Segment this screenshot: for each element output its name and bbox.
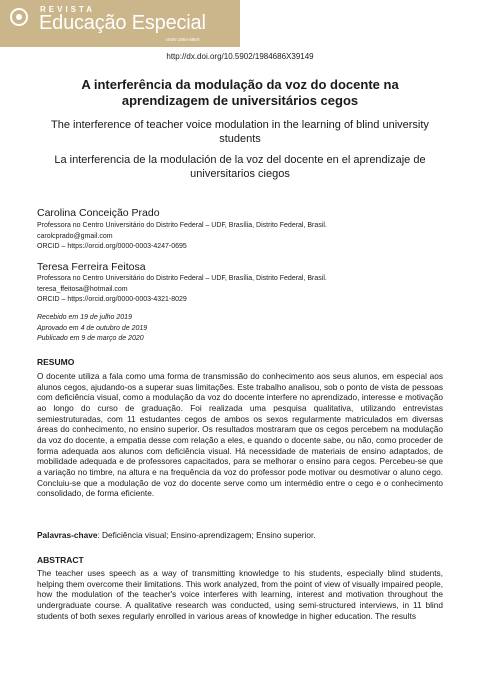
journal-banner (0, 0, 240, 47)
article-title-es: La interferencia de la modulación de la voz del docente en el aprendizaje de universitarios ciegos (54, 154, 426, 180)
date-published: Publicado em 9 de março de 2020 (37, 335, 144, 343)
author-name: Carolina Conceição Prado (37, 207, 160, 219)
author-details (37, 274, 457, 306)
journal-label: REVISTA (40, 5, 96, 14)
author-name: Teresa Ferreira Feitosa (37, 261, 146, 273)
doi-link[interactable]: http://dx.doi.org/10.5902/1984686X39149 (166, 52, 314, 61)
journal-name: Educação Especial (39, 12, 206, 34)
date-received: Recebido em 19 de julho 2019 (37, 314, 132, 321)
author-affiliation: Professora no Centro Universitário do Distrito Federal – UDF, Brasília, Distrito Federal, Brasil. (37, 222, 327, 229)
resumo-heading: RESUMO (37, 357, 75, 367)
keywords-label: Palavras-chave (37, 530, 98, 540)
journal-logo-icon (10, 8, 28, 26)
author-email[interactable]: teresa_ffeitosa@hotmail.com (37, 285, 128, 293)
keywords-list: : Deficiência visual; Ensino-aprendizagem; Ensino superior. (97, 530, 316, 540)
abstract-text: The teacher uses speech as a way of transmitting knowledge to his students, especially blind students, helping them overcome their limitations. This work analyzed, from the point of view of visually impaired people, how the modulation of the teacher's voice interferes with learning, interest and motivation throughout the undergraduate course. A qualitative research was conducted, using semi-structured interviews, in 11 blind students of both sexes regularly enrolled in various areas of knowledge in higher education. The results (37, 568, 443, 621)
author-email[interactable]: carolcprado@gmail.com (37, 232, 113, 240)
author-affiliation: Professora no Centro Universitário do Distrito Federal – UDF, Brasília, Distrito Federal, Brasil. (37, 275, 327, 282)
keywords (37, 530, 316, 540)
article-title-pt: A interferência da modulação da voz do docente na aprendizagem de universitários cegos (81, 77, 399, 108)
publication-dates (37, 313, 147, 345)
author-details (37, 221, 457, 253)
resumo-text: O docente utiliza a fala como uma forma de transmissão do conhecimento aos seus alunos, em especial aos alunos cegos, ajudando-os a superar suas limitações. Este trabalho analisou, sob o ponto de vista de pessoas com deficiência visual, como a modulação da voz do docente interfere no aprendizado, interesse e motivação ao longo do curso de graduação. Foi realizada uma pesquisa qualitativa, utilizando entrevistas semiestruturadas, com 11 estudantes cegos de ambos os sexos regularmente matriculados em diversas áreas do conhecimento, no ensino superior. Os resultados mostraram que os cegos percebem na modulação da voz do docente, a empatia desse com relação a eles, e quando o docente sabe, ou não, como proceder de forma adequada aos alunos com deficiência visual. Há necessidade de materiais de ensino adaptados, de mobilidade adequada e de professores capacitados, para se melhorar o ensino para cegos. Percebeu-se que a variação no timbre, na altura e na frequência da voz do professor pode motivar ou desmotivar o aluno cego. Concluiu-se que a modulação de voz do docente serve como um intermédio entre o cego e o conhecimento consolidado, de forma eficiente. (37, 371, 443, 499)
date-approved: Aprovado em 4 de outubro de 2019 (37, 324, 148, 332)
author-orcid[interactable]: ORCID – https://orcid.org/0000-0003-4321-8029 (37, 296, 187, 303)
author-orcid[interactable]: ORCID – https://orcid.org/0000-0003-4247-0695 (37, 243, 187, 250)
article-title-en: The interference of teacher voice modulation in the learning of blind university students (51, 119, 429, 145)
abstract-heading: ABSTRACT (37, 555, 84, 565)
journal-issn: ISSN 1984-686X (166, 37, 200, 42)
